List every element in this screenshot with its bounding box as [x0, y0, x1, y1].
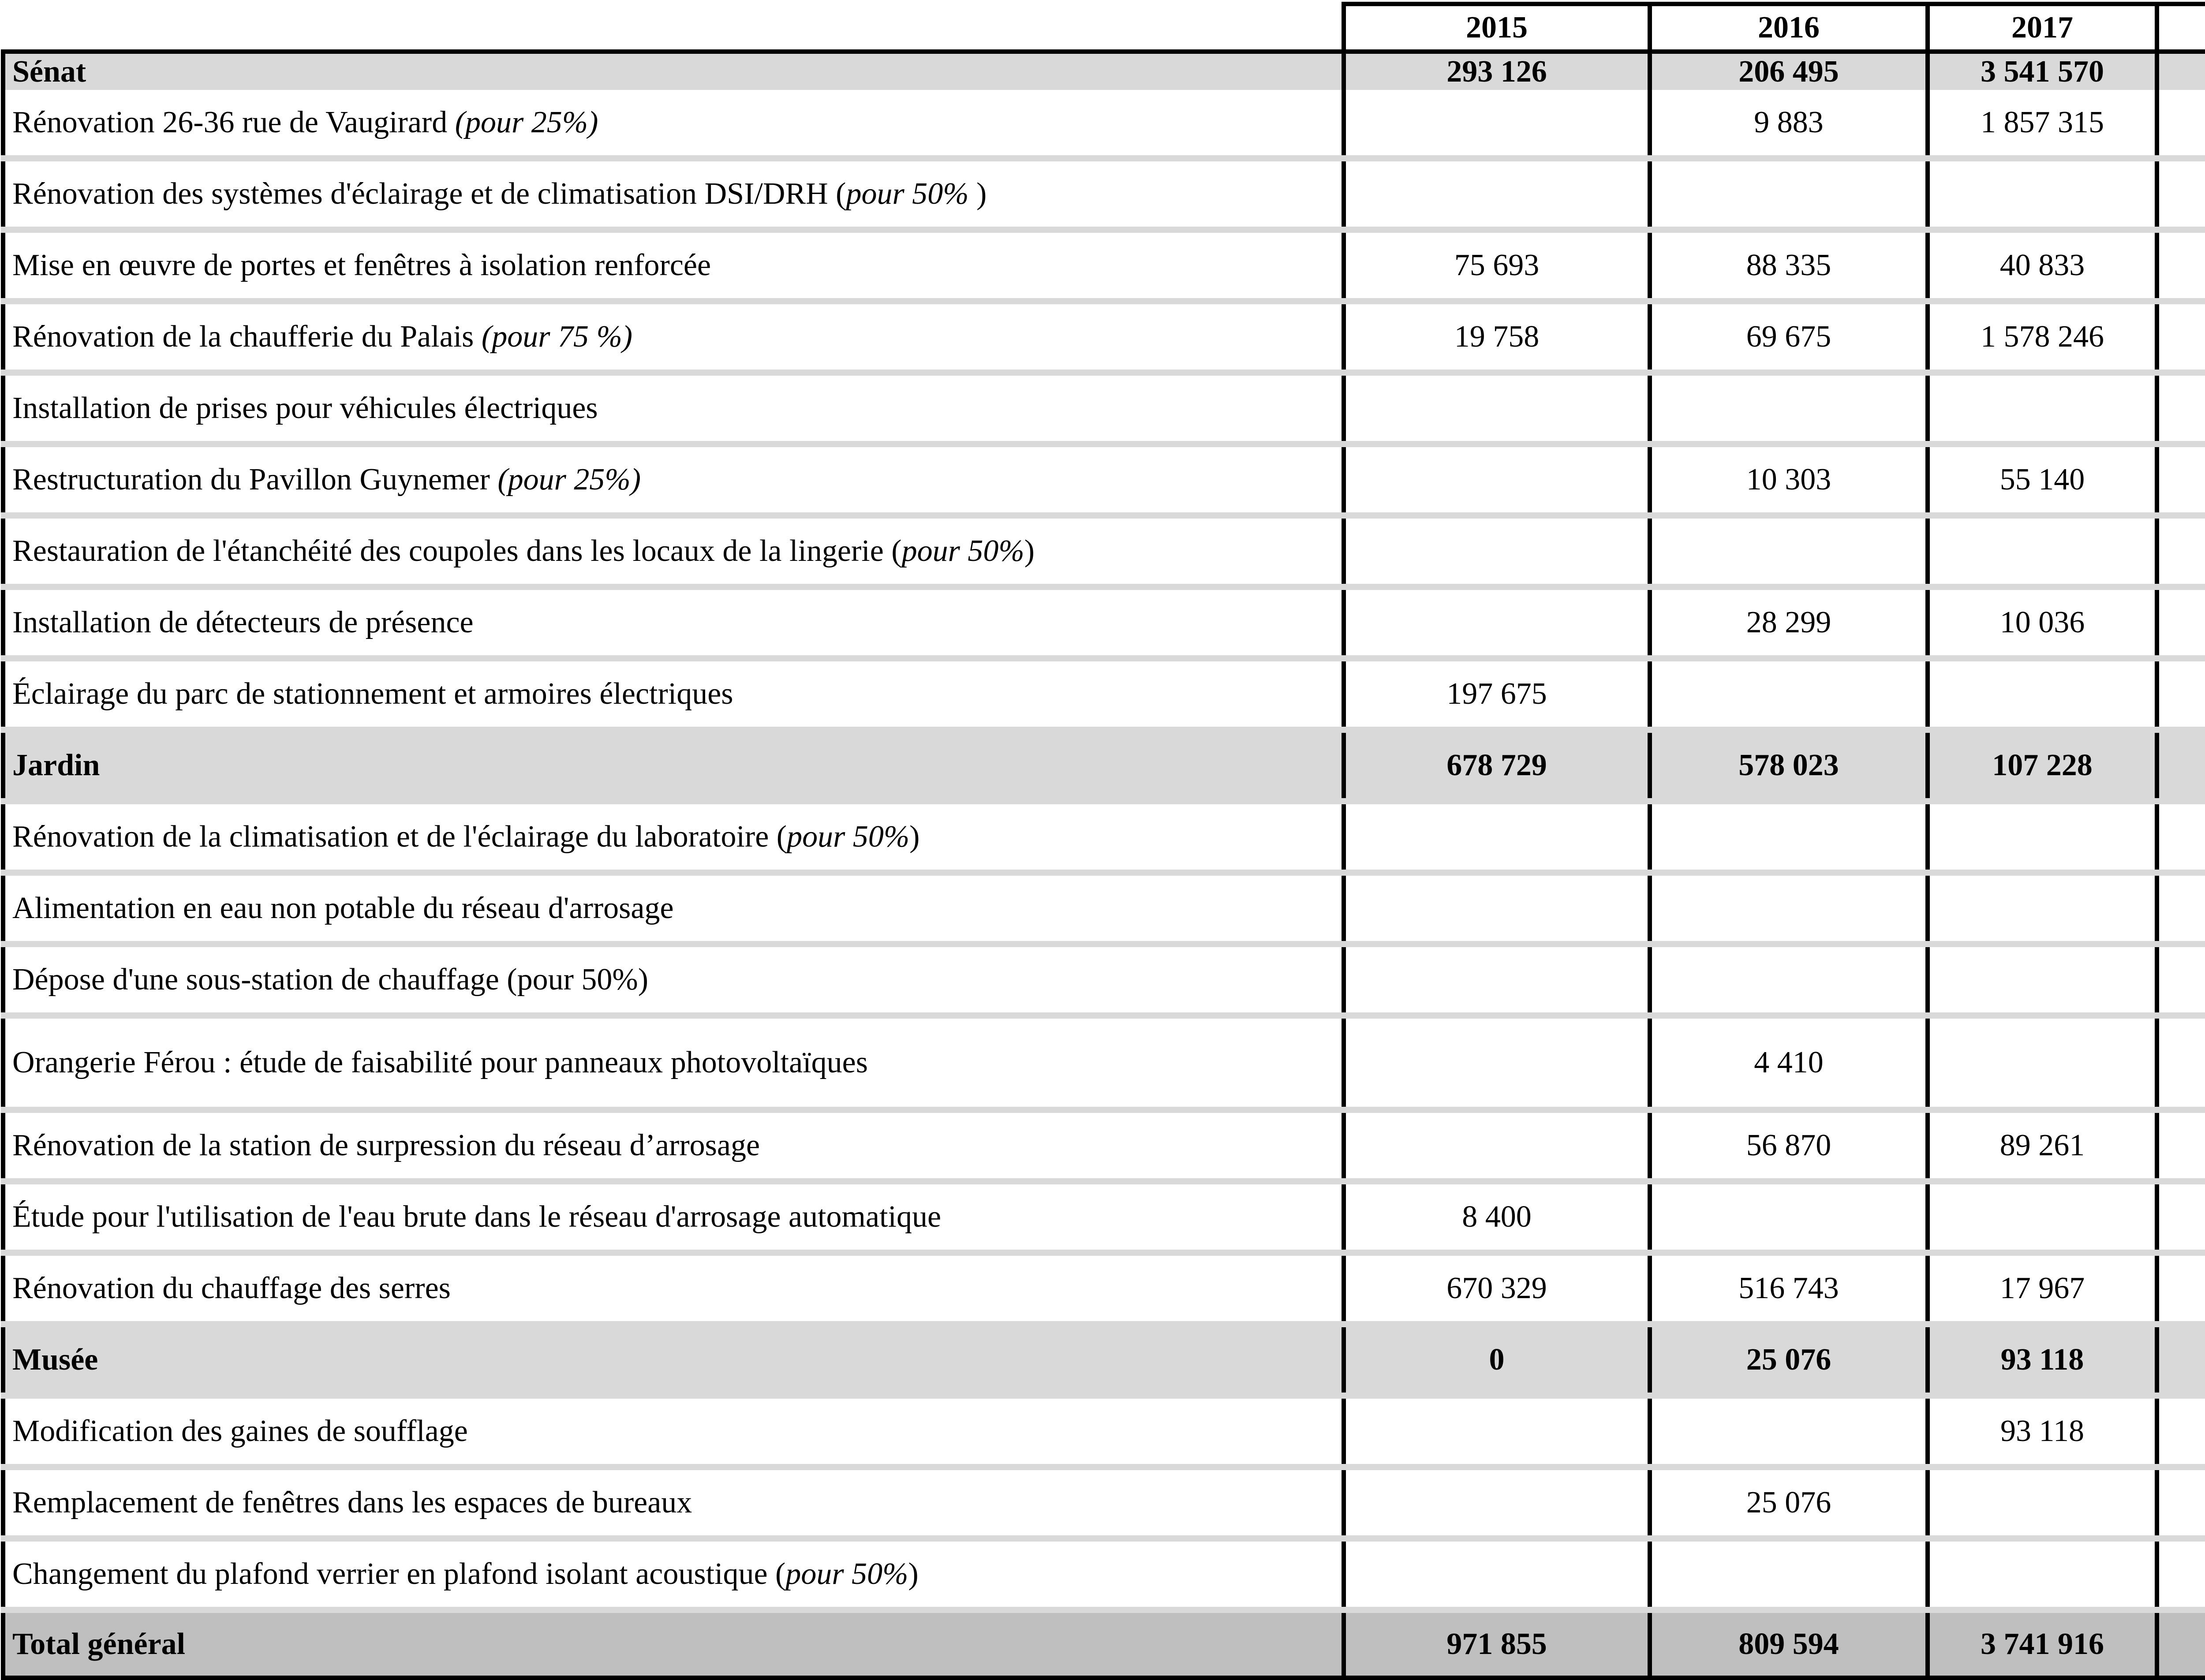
value-cell[interactable] [2157, 1110, 2205, 1181]
value-cell[interactable]: 4 410 [1650, 1015, 1928, 1110]
value-cell[interactable] [1928, 944, 2157, 1015]
value-cell[interactable]: 197 675 [1344, 658, 1650, 730]
section-total-cell[interactable]: 578 023 [1650, 730, 1928, 801]
value-cell[interactable]: 17 967 [1928, 1253, 2157, 1324]
row-label-cell[interactable] [3, 1538, 1344, 1610]
value-cell[interactable] [1344, 1396, 1650, 1467]
table-row [3, 90, 2205, 158]
section-total-cell[interactable]: 293 126 [1344, 52, 1650, 90]
value-cell[interactable]: 10 303 [1650, 444, 1928, 515]
row-label: Étude pour l'utilisation de l'eau brute dans le réseau d'arrosage automatique [12, 1200, 942, 1234]
value-cell[interactable] [1928, 873, 2157, 944]
value-cell[interactable]: 1 857 315 [1928, 90, 2157, 158]
value-cell[interactable]: 93 118 [1928, 1396, 2157, 1467]
row-label: Orangerie Férou : étude de faisabilité pour panneaux photovoltaïques [12, 1045, 868, 1079]
row-label-cell[interactable] [3, 873, 1344, 944]
section-total-cell[interactable] [2157, 1324, 2205, 1396]
value-cell[interactable]: 69 675 [1650, 301, 1928, 373]
row-label-suffix: ) [909, 820, 920, 854]
value-cell[interactable] [2157, 1253, 2205, 1324]
row-label: Rénovation du chauffage des serres [12, 1271, 451, 1305]
section-total-cell[interactable]: 3 541 570 [1928, 52, 2157, 90]
value-cell[interactable] [1650, 801, 1928, 873]
row-label-cell[interactable] [3, 587, 1344, 658]
row-label: Changement du plafond verrier en plafond isolant acoustique ( [12, 1557, 786, 1591]
row-label-note: pour 50% [901, 534, 1024, 568]
table-row [3, 944, 2205, 1015]
table-row [3, 873, 2205, 944]
value-cell[interactable]: 28 299 [1650, 587, 1928, 658]
row-label-cell[interactable] [3, 301, 1344, 373]
section-title[interactable]: Jardin [3, 730, 1344, 801]
row-label: Mise en œuvre de portes et fenêtres à isolation renforcée [12, 248, 711, 282]
row-label: Rénovation de la station de surpression du réseau d’arrosage [12, 1128, 760, 1162]
table-row [3, 158, 2205, 230]
grand-total-cell[interactable]: 809 594 [1650, 1610, 1928, 1678]
section-total-cell[interactable]: 25 076 [1650, 1324, 1928, 1396]
row-label: Alimentation en eau non potable du réseau d'arrosage [12, 891, 674, 925]
section-total-cell[interactable] [2157, 730, 2205, 801]
table-row [3, 230, 2205, 301]
table-row [3, 1015, 2205, 1110]
value-cell[interactable] [2157, 801, 2205, 873]
table-row [3, 1110, 2205, 1181]
year-header-2016[interactable]: 2016 [1650, 4, 1928, 52]
row-label-note: (pour 75 %) [481, 320, 633, 354]
value-cell[interactable] [2157, 158, 2205, 230]
value-cell[interactable] [2157, 587, 2205, 658]
section-total-cell[interactable]: 206 495 [1650, 52, 1928, 90]
row-label-note: pour 50% [787, 820, 910, 854]
value-cell[interactable] [1928, 158, 2157, 230]
value-cell[interactable]: 89 261 [1928, 1110, 2157, 1181]
row-label-note: (pour 25%) [497, 463, 641, 497]
row-label: Remplacement de fenêtres dans les espaces de bureaux [12, 1486, 692, 1519]
row-label-suffix: ) [968, 177, 987, 211]
value-cell[interactable]: 670 329 [1344, 1253, 1650, 1324]
row-label-cell[interactable] [3, 1253, 1344, 1324]
value-cell[interactable] [1650, 1181, 1928, 1253]
value-cell[interactable] [2157, 1467, 2205, 1538]
value-cell[interactable] [2157, 944, 2205, 1015]
table-row [3, 301, 2205, 373]
value-cell[interactable] [1344, 1110, 1650, 1181]
row-label: Restauration de l'étanchéité des coupoles dans les locaux de la lingerie ( [12, 534, 902, 568]
value-cell[interactable]: 25 076 [1650, 1467, 1928, 1538]
section-row [3, 730, 2205, 801]
row-label: Rénovation des systèmes d'éclairage et de climatisation DSI/DRH ( [12, 177, 846, 211]
section-title[interactable]: Sénat [3, 52, 1344, 90]
value-cell[interactable] [1344, 444, 1650, 515]
value-cell[interactable] [1928, 658, 2157, 730]
value-cell[interactable] [1928, 1538, 2157, 1610]
row-label-cell[interactable] [3, 230, 1344, 301]
value-cell[interactable] [1650, 1538, 1928, 1610]
value-cell[interactable] [1344, 90, 1650, 158]
row-label-cell[interactable] [3, 1181, 1344, 1253]
row-label: Rénovation 26-36 rue de Vaugirard [12, 105, 455, 139]
value-cell[interactable] [1928, 1467, 2157, 1538]
value-cell[interactable] [1650, 1396, 1928, 1467]
row-label-cell[interactable] [3, 1110, 1344, 1181]
value-cell[interactable]: 8 400 [1344, 1181, 1650, 1253]
value-cell[interactable] [2157, 1015, 2205, 1110]
value-cell[interactable] [2157, 373, 2205, 444]
value-cell[interactable] [2157, 301, 2205, 373]
row-label-suffix: ) [908, 1557, 919, 1591]
grand-total-cell[interactable]: 3 741 916 [1928, 1610, 2157, 1678]
row-label-note: pour 50% [846, 177, 969, 211]
section-row [3, 1324, 2205, 1396]
table-row [3, 373, 2205, 444]
row-label-cell[interactable] [3, 444, 1344, 515]
value-cell[interactable] [1928, 801, 2157, 873]
year-header-2017[interactable]: 2017 [1928, 4, 2157, 52]
table-row [3, 444, 2205, 515]
grand-total-cell[interactable]: 971 855 [1344, 1610, 1650, 1678]
table-row [3, 1538, 2205, 1610]
row-label: Modification des gaines de soufflage [12, 1414, 468, 1448]
value-cell[interactable] [1650, 158, 1928, 230]
section-total-cell[interactable]: 107 228 [1928, 730, 2157, 801]
row-label-suffix: ) [1024, 534, 1035, 568]
section-total-cell[interactable]: 678 729 [1344, 730, 1650, 801]
row-label-cell[interactable] [3, 801, 1344, 873]
row-label: Éclairage du parc de stationnement et armoires électriques [12, 677, 733, 711]
section-title[interactable]: Musée [3, 1324, 1344, 1396]
year-header-2015[interactable]: 2015 [1344, 4, 1650, 52]
value-cell[interactable] [1650, 515, 1928, 587]
table-row [3, 587, 2205, 658]
value-cell[interactable] [1928, 373, 2157, 444]
value-cell[interactable] [1344, 1467, 1650, 1538]
row-label-cell[interactable] [3, 1396, 1344, 1467]
value-cell[interactable] [1344, 801, 1650, 873]
value-cell[interactable] [1928, 1181, 2157, 1253]
value-cell[interactable] [2157, 1538, 2205, 1610]
value-cell[interactable] [1344, 1538, 1650, 1610]
table-row [3, 1467, 2205, 1538]
value-cell[interactable]: 75 693 [1344, 230, 1650, 301]
row-label-cell[interactable] [3, 1015, 1344, 1110]
year-header-2018[interactable] [2157, 4, 2205, 52]
value-cell[interactable]: 1 578 246 [1928, 301, 2157, 373]
row-label-note: pour 50% [785, 1557, 908, 1591]
value-cell[interactable] [2157, 444, 2205, 515]
header-row [3, 4, 2205, 52]
value-cell[interactable] [2157, 230, 2205, 301]
section-total-cell[interactable] [2157, 52, 2205, 90]
value-cell[interactable]: 40 833 [1928, 230, 2157, 301]
grand-total-cell[interactable] [2157, 1610, 2205, 1678]
value-cell[interactable] [2157, 658, 2205, 730]
value-cell[interactable]: 10 036 [1928, 587, 2157, 658]
row-label: Dépose d'une sous-station de chauffage (pour 50%) [12, 963, 649, 997]
section-total-cell[interactable]: 93 118 [1928, 1324, 2157, 1396]
grand-total-label[interactable]: Total général [3, 1610, 1344, 1678]
table-row [3, 801, 2205, 873]
row-label-cell[interactable] [3, 515, 1344, 587]
value-cell[interactable] [1650, 658, 1928, 730]
table-row [3, 515, 2205, 587]
value-cell[interactable] [2157, 1181, 2205, 1253]
value-cell[interactable] [1344, 373, 1650, 444]
grand-total-row [3, 1610, 2205, 1678]
value-cell[interactable] [2157, 90, 2205, 158]
value-cell[interactable]: 88 335 [1650, 230, 1928, 301]
value-cell[interactable]: 55 140 [1928, 444, 2157, 515]
row-label: Rénovation de la chaufferie du Palais [12, 320, 482, 354]
value-cell[interactable] [1344, 944, 1650, 1015]
header-blank-cell [3, 4, 1344, 52]
table-row [3, 658, 2205, 730]
value-cell[interactable] [1928, 1015, 2157, 1110]
row-label-cell[interactable] [3, 90, 1344, 158]
value-cell[interactable] [1650, 873, 1928, 944]
row-label: Restructuration du Pavillon Guynemer [12, 463, 498, 497]
value-cell[interactable] [1344, 158, 1650, 230]
table-row [3, 1396, 2205, 1467]
row-label: Installation de prises pour véhicules électriques [12, 391, 598, 425]
table-row [3, 1181, 2205, 1253]
value-cell[interactable] [1928, 515, 2157, 587]
row-label-cell[interactable] [3, 944, 1344, 1015]
value-cell[interactable] [1344, 873, 1650, 944]
value-cell[interactable]: 19 758 [1344, 301, 1650, 373]
energy-investment-table [1, 2, 2205, 1680]
value-cell[interactable] [2157, 1396, 2205, 1467]
value-cell[interactable] [2157, 515, 2205, 587]
section-row [3, 52, 2205, 90]
value-cell[interactable]: 516 743 [1650, 1253, 1928, 1324]
row-label: Installation de détecteurs de présence [12, 605, 474, 639]
table-body [3, 52, 2205, 1678]
row-label-cell[interactable] [3, 1467, 1344, 1538]
value-cell[interactable] [1650, 944, 1928, 1015]
table-row [3, 1253, 2205, 1324]
section-total-cell[interactable]: 0 [1344, 1324, 1650, 1396]
value-cell[interactable]: 56 870 [1650, 1110, 1928, 1181]
value-cell[interactable] [1344, 587, 1650, 658]
value-cell[interactable]: 9 883 [1650, 90, 1928, 158]
row-label: Rénovation de la climatisation et de l'éclairage du laboratoire ( [12, 820, 787, 854]
value-cell[interactable] [1344, 1015, 1650, 1110]
row-label-cell[interactable] [3, 373, 1344, 444]
row-label-cell[interactable] [3, 658, 1344, 730]
value-cell[interactable] [1344, 515, 1650, 587]
row-label-cell[interactable] [3, 158, 1344, 230]
value-cell[interactable] [2157, 873, 2205, 944]
value-cell[interactable] [1650, 373, 1928, 444]
row-label-note: (pour 25%) [455, 105, 598, 139]
